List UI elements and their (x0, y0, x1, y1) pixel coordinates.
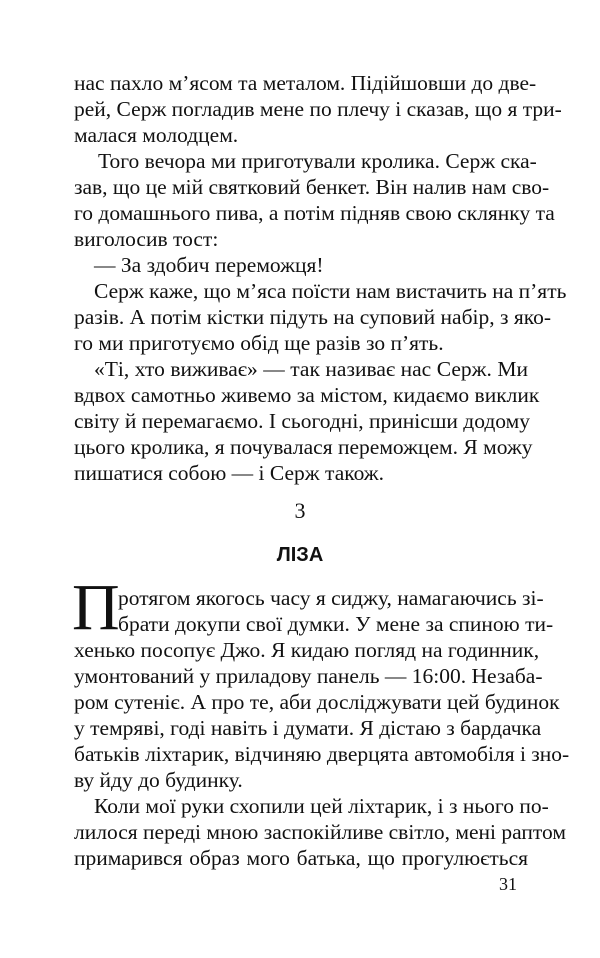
text-line: ром сутеніє. А про те, аби досліджувати цей будинок (74, 690, 560, 714)
text-line: го домашнього пива, а потім підняв свою склянку та (74, 201, 555, 225)
chapter-title: ЛІЗА (276, 544, 324, 566)
text-line: зав, що це мій святковий бенкет. Він налив нам сво- (74, 175, 550, 199)
text-line: умонтований у приладову панель — 16:00. Незаба- (74, 664, 543, 688)
text-line: вдвох самотньо живемо за містом, кидаємо виклик (74, 383, 540, 407)
text-line: лилося переді мною заспокійливе світло, мені раптом (74, 820, 566, 844)
text-line: пишатися собою — і Серж також. (74, 461, 385, 485)
text-line: у темряві, годі навіть і думати. Я дістаю з бардачка (74, 716, 542, 740)
text-line: брати докупи свої думки. У мене за спиною ти- (118, 612, 554, 636)
text-line: світу й перемагаємо. І сьогодні, принісши додому (74, 409, 530, 433)
text-line: малася молодцем. (74, 123, 239, 147)
text-line: го ми приготуємо обід ще разів зо п’ять. (74, 331, 444, 355)
text-line: ротягом якогось часу я сиджу, намагаючись зі- (118, 586, 544, 610)
text-line: примарився образ мого батька, що прогулюється (74, 846, 528, 870)
text-line: Коли мої руки схопили цей ліхтарик, і з нього по- (94, 794, 549, 818)
chapter-number: 3 (294, 498, 306, 523)
text-line: разів. А потім кістки підуть на суповий набір, з яко- (74, 305, 552, 329)
drop-cap: П (72, 571, 120, 644)
text-line: батьків ліхтарик, відчиняю дверцята автомобіля і зно- (74, 742, 570, 766)
text-line: Серж каже, що м’яса поїсти нам вистачить на п’ять (94, 279, 567, 303)
text-line: виголосив тост: (74, 227, 219, 251)
text-line: нас пахло м’ясом та металом. Підійшовши до две- (74, 71, 537, 95)
text-line: ву йду до будинку. (74, 768, 243, 792)
text-line: рей, Серж погладив мене по плечу і сказав, що я три- (74, 97, 562, 121)
page-number: 31 (499, 874, 517, 894)
text-line: цього кролика, я почувалася переможцем. Я можу (74, 435, 533, 459)
text-line: «Ті, хто виживає» — так називає нас Серж. Ми (94, 357, 528, 381)
text-line: хенько посопує Джо. Я кидаю погляд на годинник, (74, 638, 540, 662)
text-line: Того вечора ми приготували кролика. Серж ска- (98, 149, 537, 173)
dialogue-line: — За здобич переможця! (94, 253, 324, 277)
